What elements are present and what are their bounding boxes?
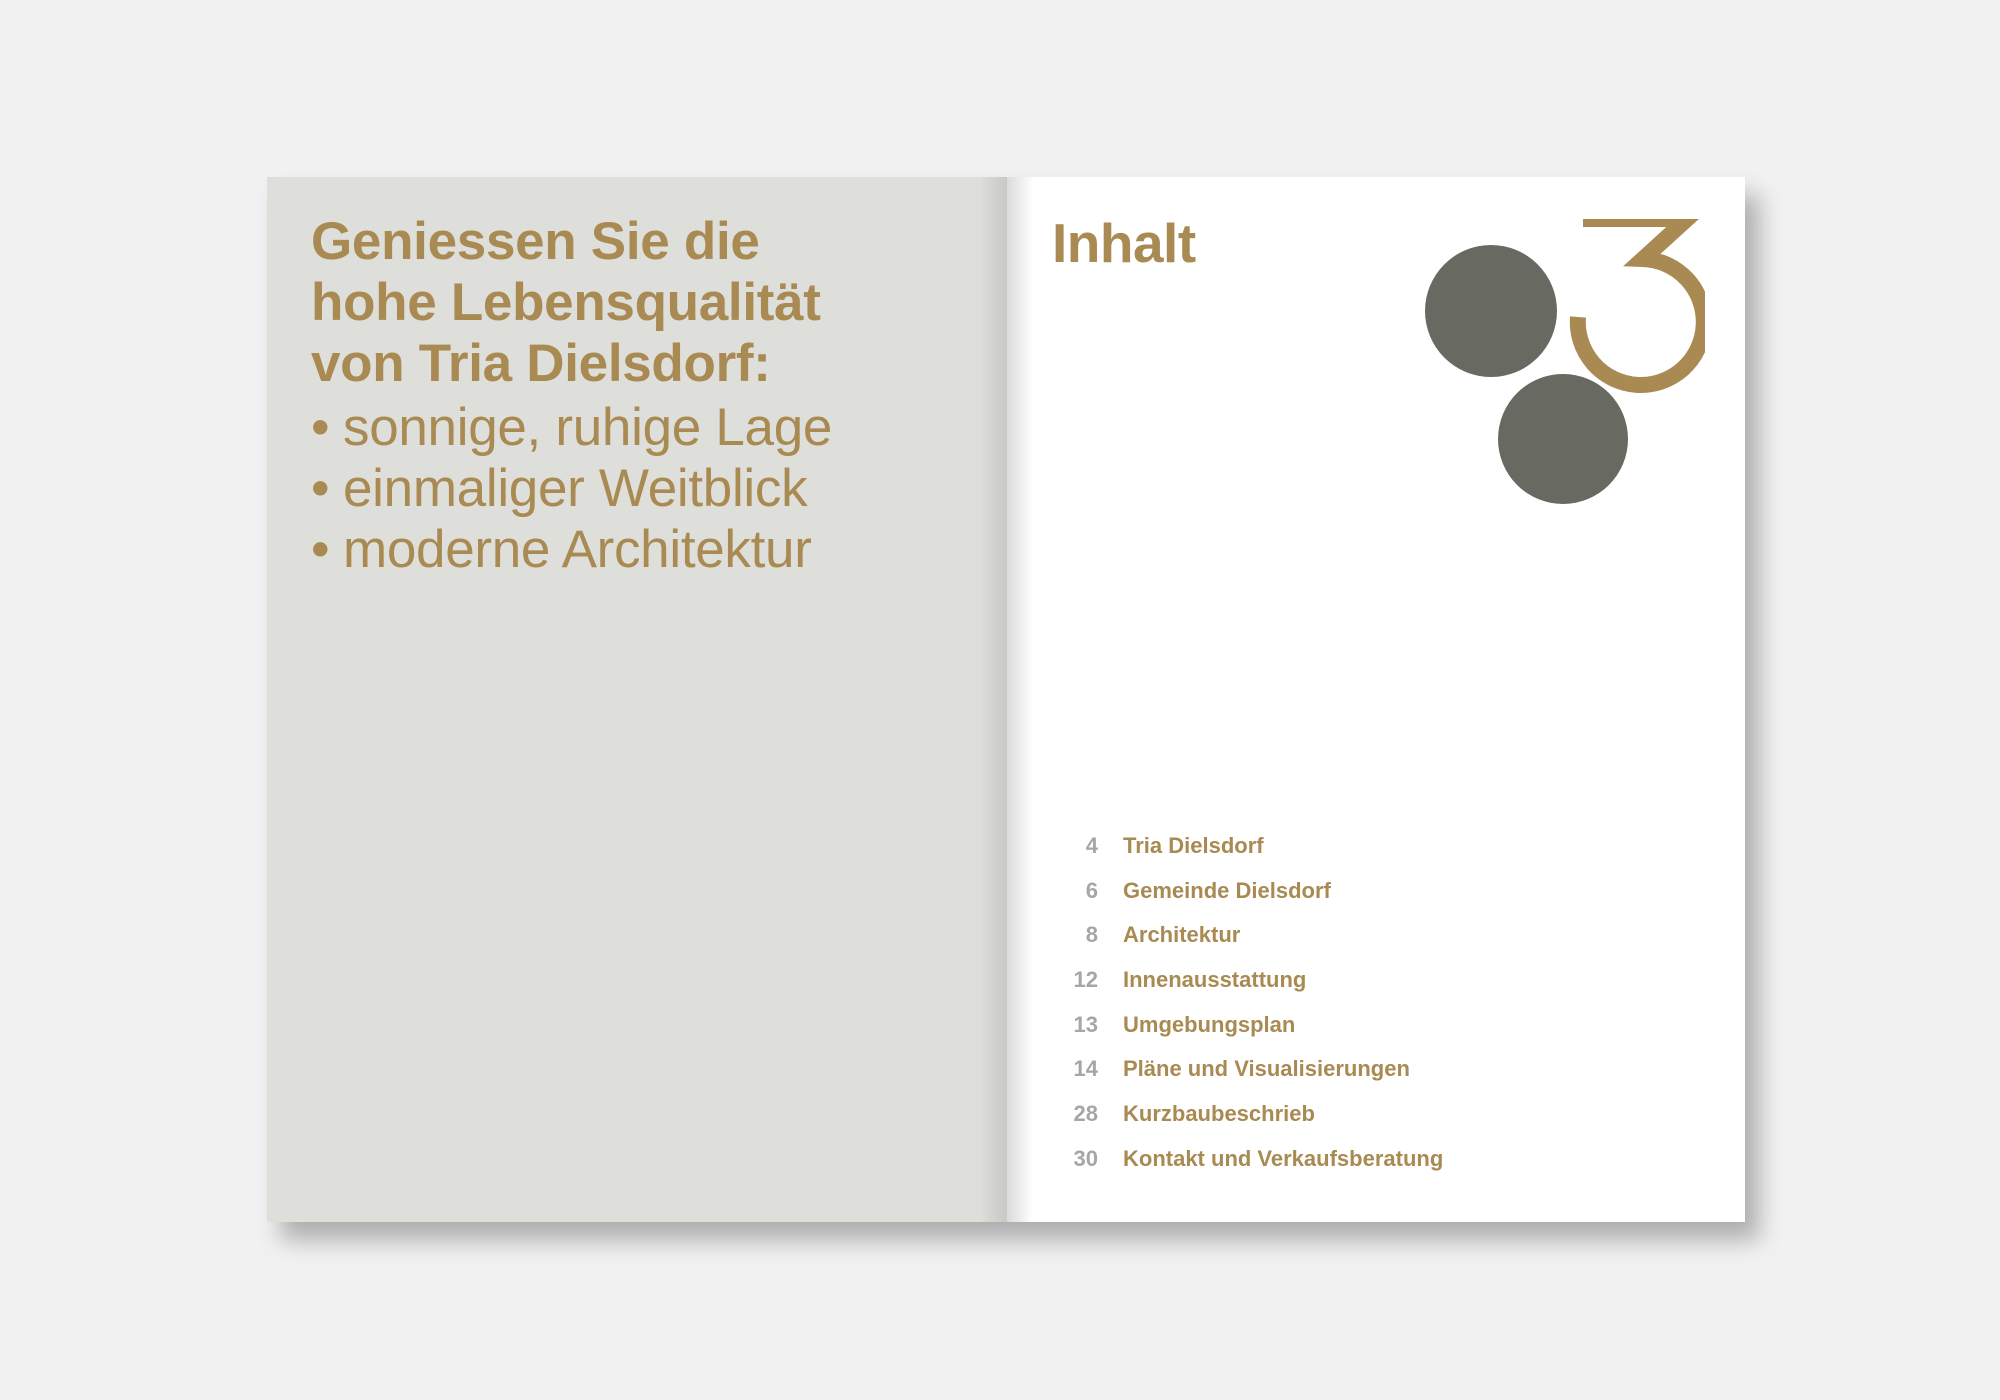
headline-line: von Tria Dielsdorf:	[311, 334, 771, 393]
toc-entry[interactable]	[1007, 965, 1707, 1010]
logo-dot-upper	[1425, 245, 1557, 377]
feature-list	[311, 397, 832, 580]
tria-three-dots-logo-icon	[1425, 219, 1705, 509]
toc-entry[interactable]	[1007, 1010, 1707, 1055]
feature-item	[311, 397, 832, 458]
feature-text: sonnige, ruhige Lage	[343, 398, 833, 457]
toc-label: Architektur	[1123, 922, 1241, 948]
right-page	[1007, 177, 1745, 1222]
bullet-icon: •	[311, 459, 330, 518]
feature-text: einmaliger Weitblick	[343, 459, 808, 518]
table-of-contents	[1007, 831, 1707, 1189]
toc-page-number: 6	[1085, 877, 1098, 903]
feature-item	[311, 519, 832, 580]
left-page	[267, 177, 1007, 1222]
toc-entry[interactable]	[1007, 920, 1707, 965]
toc-entry[interactable]	[1007, 1099, 1707, 1144]
gutter-shadow	[979, 177, 1007, 1222]
toc-page-number: 30	[1073, 1145, 1098, 1171]
feature-text: moderne Architektur	[343, 520, 812, 579]
toc-page-number: 12	[1073, 967, 1098, 993]
logo-numeral-three	[1578, 219, 1704, 385]
bullet-icon: •	[311, 398, 330, 457]
bullet-icon: •	[311, 520, 330, 579]
toc-entry[interactable]	[1007, 1144, 1707, 1189]
headline	[311, 211, 991, 394]
toc-entry[interactable]	[1007, 876, 1707, 921]
headline-line: hohe Lebensqualität	[311, 273, 821, 332]
toc-label: Kontakt und Verkaufsberatung	[1123, 1145, 1444, 1171]
logo-dot-lower	[1498, 374, 1628, 504]
toc-entry[interactable]	[1007, 1054, 1707, 1099]
toc-page-number: 13	[1073, 1011, 1098, 1037]
toc-label: Tria Dielsdorf	[1123, 833, 1264, 858]
toc-label: Pläne und Visualisierungen	[1123, 1056, 1410, 1082]
toc-label: Kurzbaubeschrieb	[1123, 1101, 1315, 1127]
toc-title: Inhalt	[1052, 212, 1196, 274]
toc-page-number: 4	[1085, 833, 1098, 858]
toc-page-number: 14	[1073, 1056, 1098, 1082]
toc-entry[interactable]	[1007, 831, 1707, 876]
headline-line: Geniessen Sie die	[311, 212, 760, 271]
feature-item	[311, 458, 832, 519]
toc-label: Gemeinde Dielsdorf	[1123, 877, 1331, 903]
toc-page-number: 28	[1073, 1101, 1098, 1127]
brochure-spread	[267, 177, 1745, 1222]
toc-label: Innenausstattung	[1123, 967, 1307, 993]
toc-page-number: 8	[1085, 922, 1098, 948]
toc-label: Umgebungsplan	[1123, 1011, 1296, 1037]
